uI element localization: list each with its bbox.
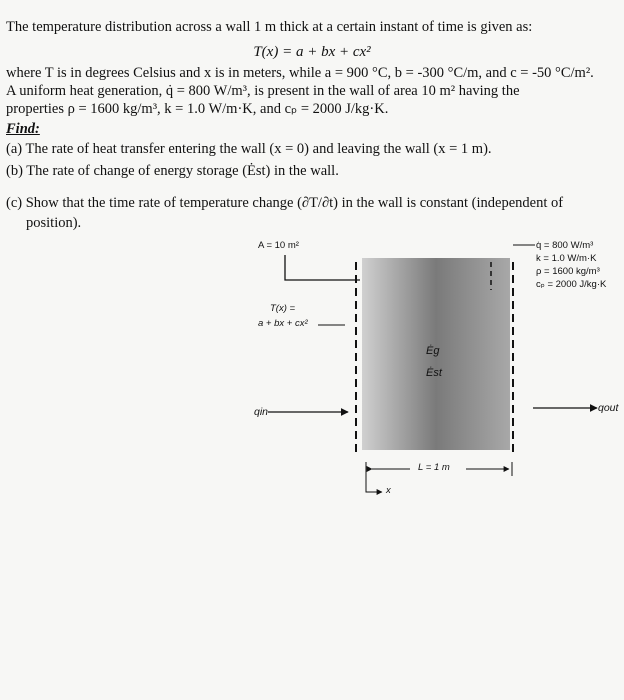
x-axis-arrow: [366, 476, 382, 492]
intro-line-3: A uniform heat generation, q̇ = 800 W/m³, is present in the wall of area 10 m² having the: [6, 83, 520, 99]
intro-line-2: where T is in degrees Celsius and x is in meters, while a = 900 °C, b = -300 °C/m, and c = -50 °C/m².: [6, 65, 594, 81]
prop-rho: ρ = 1600 kg/m³: [536, 266, 600, 277]
find-heading: Find:: [6, 121, 40, 137]
find-item-b: (b) The rate of change of energy storage (Ėst) in the wall.: [6, 163, 339, 179]
intro-line-4: properties ρ = 1600 kg/m³, k = 1.0 W/m·K, and cₚ = 2000 J/kg·K.: [6, 101, 389, 117]
qout-label: qout: [598, 402, 619, 414]
x-label: x: [386, 485, 391, 496]
eg-label: Ėg: [426, 345, 440, 357]
find-item-a: (a) The rate of heat transfer entering the wall (x = 0) and leaving the wall (x = 1 m).: [6, 141, 492, 157]
est-label: Ėst: [426, 367, 442, 379]
find-item-c-cont: position).: [26, 215, 82, 231]
tx-label-line1: T(x) =: [270, 303, 296, 314]
prop-cp: cₚ = 2000 J/kg·K: [536, 279, 607, 290]
prop-qdot: q̇ = 800 W/m³: [536, 240, 594, 251]
length-label: L = 1 m: [418, 462, 450, 473]
find-item-c: (c) Show that the time rate of temperature change (∂T/∂t) in the wall is constant (independent of: [6, 195, 564, 211]
temperature-equation: T(x) = a + bx + cx²: [253, 44, 371, 60]
tx-label-line2: a + bx + cx²: [258, 318, 308, 329]
area-bracket: [285, 255, 360, 280]
area-label: A = 10 m²: [258, 240, 299, 251]
intro-line-1: The temperature distribution across a wall 1 m thick at a certain instant of time is given as:: [6, 19, 533, 35]
qin-label: qin: [254, 406, 269, 418]
prop-k: k = 1.0 W/m·K: [536, 253, 597, 264]
